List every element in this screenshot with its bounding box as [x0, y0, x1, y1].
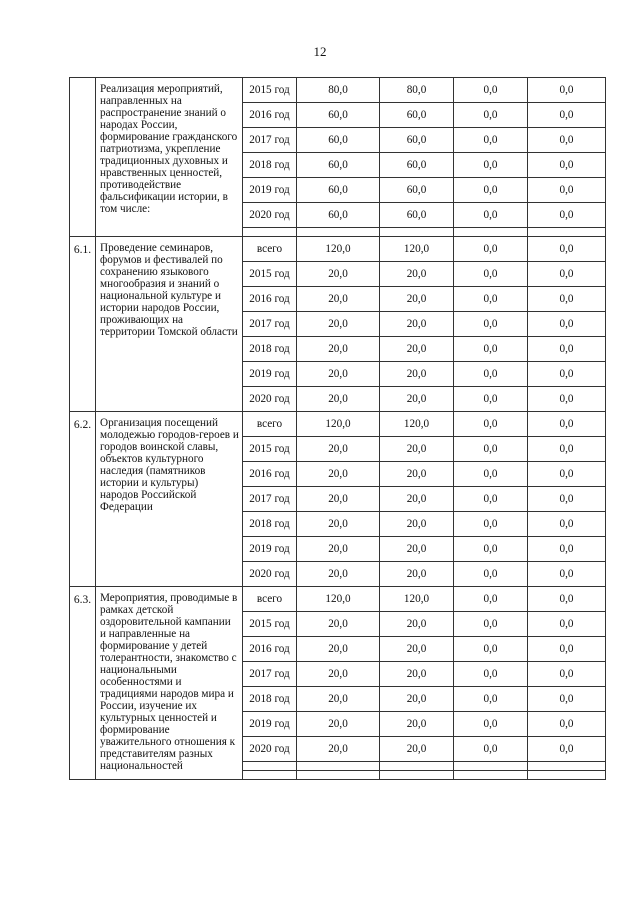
amount-cell-2: 20,0: [380, 537, 454, 562]
amount-cell-3: 0,0: [454, 103, 528, 128]
amount-cell-4: 0,0: [528, 737, 606, 762]
amount-cell-1: 80,0: [297, 78, 380, 103]
period-cell: 2017 год: [243, 312, 297, 337]
period-cell: 2020 год: [243, 562, 297, 587]
amount-cell-1: 20,0: [297, 712, 380, 737]
amount-cell-2: 20,0: [380, 362, 454, 387]
amount-cell-2: 20,0: [380, 337, 454, 362]
period-cell: 2015 год: [243, 78, 297, 103]
amount-cell-1: 60,0: [297, 103, 380, 128]
amount-cell-4: 0,0: [528, 637, 606, 662]
item-description: Проведение семинаров, форумов и фестивалей по сохранению языкового многообразия и знаний о национальной культуре и истории народов России, проживающих на территории Томской области: [96, 237, 243, 412]
amount-cell-3: 0,0: [454, 287, 528, 312]
amount-cell-1: 120,0: [297, 412, 380, 437]
amount-cell-2: 60,0: [380, 103, 454, 128]
amount-cell-3: 0,0: [454, 178, 528, 203]
table-body: [70, 78, 606, 780]
amount-cell-3: 0,0: [454, 437, 528, 462]
period-cell: 2019 год: [243, 178, 297, 203]
amount-cell-4: 0,0: [528, 78, 606, 103]
amount-cell-1: 60,0: [297, 153, 380, 178]
amount-cell-2: 120,0: [380, 412, 454, 437]
amount-cell-1: 20,0: [297, 387, 380, 412]
empty-cell: [243, 228, 297, 237]
amount-cell-1: 120,0: [297, 237, 380, 262]
period-cell: 2016 год: [243, 637, 297, 662]
amount-cell-3: 0,0: [454, 587, 528, 612]
amount-cell-1: 120,0: [297, 587, 380, 612]
amount-cell-3: 0,0: [454, 737, 528, 762]
amount-cell-1: 60,0: [297, 178, 380, 203]
amount-cell-2: 20,0: [380, 662, 454, 687]
period-cell: всего: [243, 412, 297, 437]
empty-cell: [380, 762, 454, 771]
amount-cell-1: 20,0: [297, 312, 380, 337]
amount-cell-3: 0,0: [454, 412, 528, 437]
amount-cell-2: 20,0: [380, 387, 454, 412]
period-cell: 2020 год: [243, 737, 297, 762]
period-cell: всего: [243, 587, 297, 612]
amount-cell-1: 20,0: [297, 637, 380, 662]
amount-cell-2: 20,0: [380, 612, 454, 637]
amount-cell-4: 0,0: [528, 362, 606, 387]
period-cell: 2019 год: [243, 362, 297, 387]
amount-cell-3: 0,0: [454, 637, 528, 662]
period-cell: 2018 год: [243, 512, 297, 537]
empty-cell: [297, 771, 380, 780]
period-cell: 2017 год: [243, 487, 297, 512]
item-description: Мероприятия, проводимые в рамках детской оздоровительной кампании и направленные на формирование у детей толерантности, знакомство с национальными особенностями и традициями народов мира и России, изучение их культурных ценностей и формирование уважительного отношения к представителям разных национальностей: [96, 587, 243, 780]
page-number: 12: [313, 44, 327, 59]
amount-cell-3: 0,0: [454, 462, 528, 487]
empty-cell: [454, 228, 528, 237]
amount-cell-4: 0,0: [528, 487, 606, 512]
amount-cell-1: 20,0: [297, 362, 380, 387]
amount-cell-2: 60,0: [380, 178, 454, 203]
amount-cell-2: 20,0: [380, 562, 454, 587]
budget-table: [69, 77, 606, 780]
item-number: [70, 78, 96, 237]
item-number: 6.2.: [70, 412, 96, 587]
amount-cell-3: 0,0: [454, 337, 528, 362]
amount-cell-1: 20,0: [297, 262, 380, 287]
amount-cell-4: 0,0: [528, 103, 606, 128]
period-cell: 2015 год: [243, 262, 297, 287]
amount-cell-2: 120,0: [380, 587, 454, 612]
table-row: [70, 237, 606, 262]
amount-cell-1: 60,0: [297, 203, 380, 228]
amount-cell-3: 0,0: [454, 203, 528, 228]
amount-cell-1: 20,0: [297, 437, 380, 462]
amount-cell-3: 0,0: [454, 612, 528, 637]
amount-cell-4: 0,0: [528, 237, 606, 262]
amount-cell-3: 0,0: [454, 387, 528, 412]
amount-cell-4: 0,0: [528, 203, 606, 228]
period-cell: 2020 год: [243, 203, 297, 228]
amount-cell-3: 0,0: [454, 362, 528, 387]
amount-cell-2: 20,0: [380, 437, 454, 462]
period-cell: 2017 год: [243, 128, 297, 153]
amount-cell-3: 0,0: [454, 512, 528, 537]
item-description: Организация посещений молодежью городов-героев и городов воинской славы, объектов культурного наследия (памятников истории и культуры) народов Российской Федерации: [96, 412, 243, 587]
amount-cell-2: 120,0: [380, 237, 454, 262]
amount-cell-2: 60,0: [380, 203, 454, 228]
amount-cell-2: 20,0: [380, 687, 454, 712]
amount-cell-3: 0,0: [454, 128, 528, 153]
amount-cell-4: 0,0: [528, 687, 606, 712]
amount-cell-2: 20,0: [380, 712, 454, 737]
amount-cell-2: 20,0: [380, 487, 454, 512]
item-description: Реализация мероприятий, направленных на распространение знаний о народах России, формирование гражданского патриотизма, укрепление традиционных духовных и нравственных ценностей, противодействие фальсификации истории, в том числе:: [96, 78, 243, 237]
table-row: [70, 587, 606, 612]
amount-cell-2: 20,0: [380, 512, 454, 537]
period-cell: 2015 год: [243, 612, 297, 637]
amount-cell-1: 20,0: [297, 737, 380, 762]
amount-cell-1: 20,0: [297, 512, 380, 537]
empty-cell: [297, 762, 380, 771]
empty-cell: [243, 762, 297, 771]
empty-cell: [528, 228, 606, 237]
amount-cell-4: 0,0: [528, 412, 606, 437]
amount-cell-2: 20,0: [380, 462, 454, 487]
amount-cell-2: 20,0: [380, 262, 454, 287]
amount-cell-4: 0,0: [528, 662, 606, 687]
amount-cell-4: 0,0: [528, 337, 606, 362]
empty-cell: [380, 771, 454, 780]
amount-cell-1: 20,0: [297, 487, 380, 512]
amount-cell-3: 0,0: [454, 662, 528, 687]
amount-cell-4: 0,0: [528, 462, 606, 487]
table-row: [70, 412, 606, 437]
period-cell: 2018 год: [243, 687, 297, 712]
amount-cell-3: 0,0: [454, 312, 528, 337]
amount-cell-3: 0,0: [454, 237, 528, 262]
period-cell: всего: [243, 237, 297, 262]
amount-cell-4: 0,0: [528, 512, 606, 537]
period-cell: 2019 год: [243, 712, 297, 737]
empty-cell: [528, 771, 606, 780]
period-cell: 2016 год: [243, 462, 297, 487]
amount-cell-2: 20,0: [380, 637, 454, 662]
item-number: 6.1.: [70, 237, 96, 412]
empty-cell: [243, 771, 297, 780]
amount-cell-4: 0,0: [528, 178, 606, 203]
table-row: [70, 78, 606, 103]
period-cell: 2017 год: [243, 662, 297, 687]
item-number: 6.3.: [70, 587, 96, 780]
amount-cell-4: 0,0: [528, 537, 606, 562]
amount-cell-3: 0,0: [454, 78, 528, 103]
amount-cell-3: 0,0: [454, 537, 528, 562]
amount-cell-2: 20,0: [380, 737, 454, 762]
amount-cell-1: 20,0: [297, 537, 380, 562]
amount-cell-2: 60,0: [380, 128, 454, 153]
empty-cell: [297, 228, 380, 237]
period-cell: 2018 год: [243, 153, 297, 178]
amount-cell-4: 0,0: [528, 287, 606, 312]
amount-cell-3: 0,0: [454, 562, 528, 587]
period-cell: 2019 год: [243, 537, 297, 562]
amount-cell-1: 20,0: [297, 562, 380, 587]
empty-cell: [528, 762, 606, 771]
amount-cell-1: 20,0: [297, 612, 380, 637]
amount-cell-4: 0,0: [528, 562, 606, 587]
empty-cell: [454, 762, 528, 771]
period-cell: 2015 год: [243, 437, 297, 462]
amount-cell-4: 0,0: [528, 312, 606, 337]
amount-cell-2: 80,0: [380, 78, 454, 103]
amount-cell-4: 0,0: [528, 387, 606, 412]
period-cell: 2016 год: [243, 103, 297, 128]
amount-cell-1: 20,0: [297, 462, 380, 487]
amount-cell-1: 20,0: [297, 687, 380, 712]
amount-cell-4: 0,0: [528, 262, 606, 287]
amount-cell-3: 0,0: [454, 153, 528, 178]
amount-cell-3: 0,0: [454, 687, 528, 712]
amount-cell-2: 20,0: [380, 287, 454, 312]
period-cell: 2020 год: [243, 387, 297, 412]
amount-cell-4: 0,0: [528, 128, 606, 153]
amount-cell-1: 20,0: [297, 662, 380, 687]
amount-cell-1: 20,0: [297, 337, 380, 362]
amount-cell-4: 0,0: [528, 153, 606, 178]
empty-cell: [454, 771, 528, 780]
amount-cell-3: 0,0: [454, 262, 528, 287]
period-cell: 2016 год: [243, 287, 297, 312]
amount-cell-3: 0,0: [454, 712, 528, 737]
period-cell: 2018 год: [243, 337, 297, 362]
amount-cell-1: 60,0: [297, 128, 380, 153]
amount-cell-2: 20,0: [380, 312, 454, 337]
amount-cell-1: 20,0: [297, 287, 380, 312]
amount-cell-4: 0,0: [528, 587, 606, 612]
amount-cell-4: 0,0: [528, 712, 606, 737]
amount-cell-3: 0,0: [454, 487, 528, 512]
amount-cell-4: 0,0: [528, 612, 606, 637]
empty-cell: [380, 228, 454, 237]
amount-cell-4: 0,0: [528, 437, 606, 462]
amount-cell-2: 60,0: [380, 153, 454, 178]
